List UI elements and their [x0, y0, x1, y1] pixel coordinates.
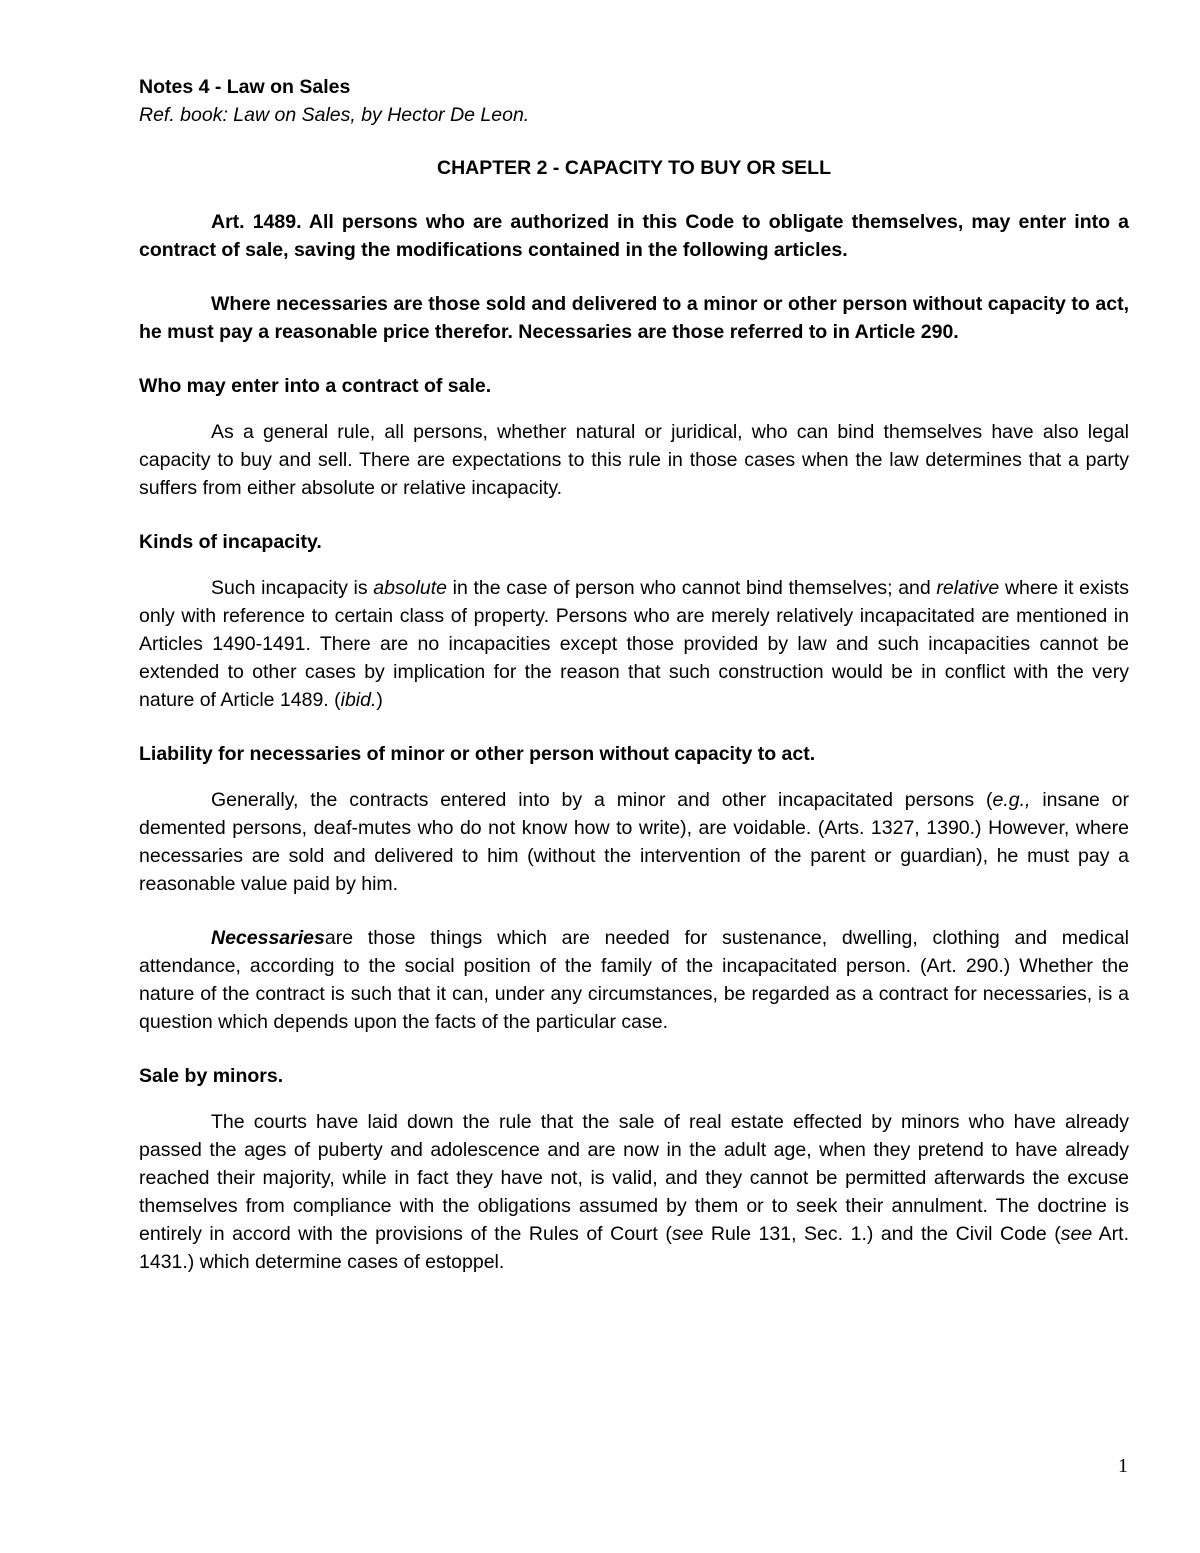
text-run: where it exists only with reference to certain class of property. Persons who are merely relatively incapacitated are mentioned in Articles 1490-1491. There are no incapacities except those provided by law and such incapacities cannot be extended to other cases by implication for the reason that such construction would be in conflict with the very nature of Article 1489. ( [139, 577, 1129, 711]
text-run: ) [376, 689, 383, 711]
text-run: Generally, the contracts entered into by a minor and other incapacitated persons ( [211, 789, 993, 811]
section-heading-sale-by-minors: Sale by minors. [139, 1065, 284, 1087]
text-run: insane or demented persons, deaf-mutes who do not know how to write), are voidable. (Arts. 1327, 1390.) However, where necessaries are sold and delivered to him (without the intervention of the parent or guardian), he must pay a reasonable value paid by him. [139, 789, 1130, 895]
article-paragraph-2: Where necessaries are those sold and delivered to a minor or other person without capacity to act, he must pay a reasonable price therefor. Necessaries are those referred to in Article 290. [139, 293, 1129, 343]
text-run: Rule 131, Sec. 1.) and the Civil Code ( [703, 1223, 1061, 1245]
emphasis-see: see [1060, 1223, 1093, 1245]
text-run: Such incapacity is [211, 577, 374, 599]
term-necessaries: Necessaries [211, 927, 325, 949]
emphasis-eg: e.g., [992, 789, 1031, 811]
section-body-liability-1 [139, 786, 1129, 898]
emphasis-relative: relative [936, 577, 1000, 599]
page-number: 1 [1118, 1455, 1128, 1477]
section-body-liability-2 [139, 924, 1129, 1036]
reference-line: Ref. book: Law on Sales, by Hector De Leon. [139, 104, 530, 126]
text-run: in the case of person who cannot bind themselves; and [446, 577, 937, 599]
emphasis-absolute: absolute [373, 577, 447, 599]
text-run: Art. 1431.) which determine cases of estoppel. [139, 1223, 1129, 1273]
text-run: The courts have laid down the rule that the sale of real estate effected by minors who have already passed the ages of puberty and adolescence and are now in the adult age, when they pretend to have already reached their majority, while in fact they have not, is valid, and they cannot be permitted afterwards the excuse themselves from compliance with the obligations assumed by them or to seek their annulment. The doctrine is entirely in accord with the provisions of the Rules of Court ( [139, 1111, 1129, 1245]
section-body-sale-by-minors [139, 1108, 1129, 1276]
document-title: Notes 4 - Law on Sales [139, 76, 351, 98]
document-page [139, 73, 1129, 1276]
section-body-who-may-enter: As a general rule, all persons, whether natural or juridical, who can bind themselves have also legal capacity to buy and sell. There are expectations to this rule in those cases when the law determines that a party suffers from either absolute or relative incapacity. [139, 421, 1129, 499]
emphasis-see: see [671, 1223, 704, 1245]
section-heading-who-may-enter: Who may enter into a contract of sale. [139, 375, 492, 397]
section-body-kinds-of-incapacity [139, 574, 1129, 714]
section-heading-liability: Liability for necessaries of minor or other person without capacity to act. [139, 743, 816, 765]
article-paragraph-1: Art. 1489. All persons who are authorized in this Code to obligate themselves, may enter into a contract of sale, saving the modifications contained in the following articles. [139, 211, 1129, 261]
section-heading-kinds-of-incapacity: Kinds of incapacity. [139, 531, 322, 553]
chapter-title: CHAPTER 2 - CAPACITY TO BUY OR SELL [436, 157, 832, 179]
text-run: are those things which are needed for sustenance, dwelling, clothing and medical attendance, according to the social position of the family of the incapacitated person. (Art. 290.) Whether the nature of the contract is such that it can, under any circumstances, be regarded as a contract for necessaries, is a question which depends upon the facts of the particular case. [139, 927, 1129, 1033]
emphasis-ibid: ibid. [340, 689, 377, 711]
